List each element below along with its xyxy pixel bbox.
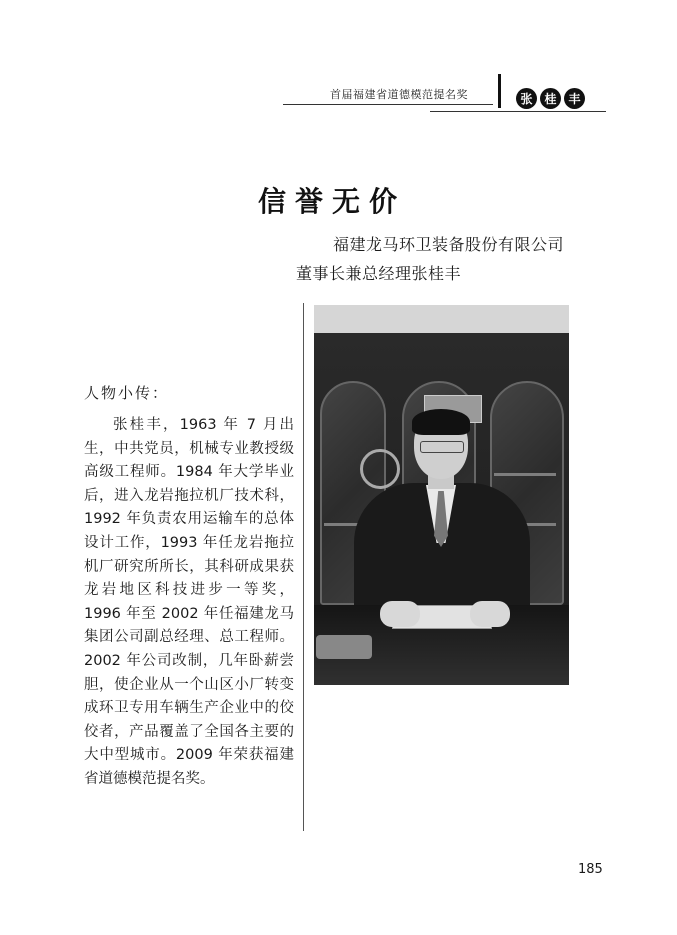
page-number: 185: [578, 862, 603, 877]
header-rule: [283, 104, 493, 105]
cabinet-shelf: [494, 473, 556, 476]
cabinet-emblem: [360, 449, 400, 489]
photo-ceiling: [314, 305, 569, 333]
portrait-photo: [314, 305, 569, 685]
name-seal-3: 丰: [564, 88, 585, 109]
bio-text: 张桂丰，1963 年 7 月出生，中共党员，机械专业教授级高级工程师。1984 年大学毕业后，进入龙岩拖拉机厂技术科，1992 年负责农用运输车的总体设计工作，1993 年任龙岩拖拉机厂研究所所长，其科研成果获龙岩地区科技进步一等奖，1996 年至 2002 年任福建龙马集团公司副总经理、总工程师。2002 年公司改制，几年卧薪尝胆，使企业从一个山区小厂转变成环卫专用车辆生产企业中的佼佼者，产品覆盖了全国各主要的大中型城市。2009 年荣获福建省道德模范提名奖。: [84, 417, 294, 787]
name-seal-2: 桂: [540, 88, 561, 109]
article-subtitle-person: 董事长兼总经理张桂丰: [296, 264, 462, 283]
header-series-title: 首届福建省道德模范提名奖: [330, 88, 468, 101]
person-hand-left: [380, 601, 420, 627]
column-divider: [303, 303, 304, 831]
person-hair: [412, 409, 470, 435]
header-vertical-bar: [498, 74, 501, 108]
person-glasses: [420, 441, 464, 453]
name-seals: [516, 88, 585, 109]
desk-phone-icon: [316, 635, 372, 659]
bio-label: 人物小传：: [84, 384, 170, 402]
article-title: 信誉无价: [258, 185, 407, 218]
article-subtitle-company: 福建龙马环卫装备股份有限公司: [333, 235, 565, 254]
header-rule-lower: [430, 111, 606, 112]
person-hand-right: [470, 601, 510, 627]
name-seal-1: 张: [516, 88, 537, 109]
